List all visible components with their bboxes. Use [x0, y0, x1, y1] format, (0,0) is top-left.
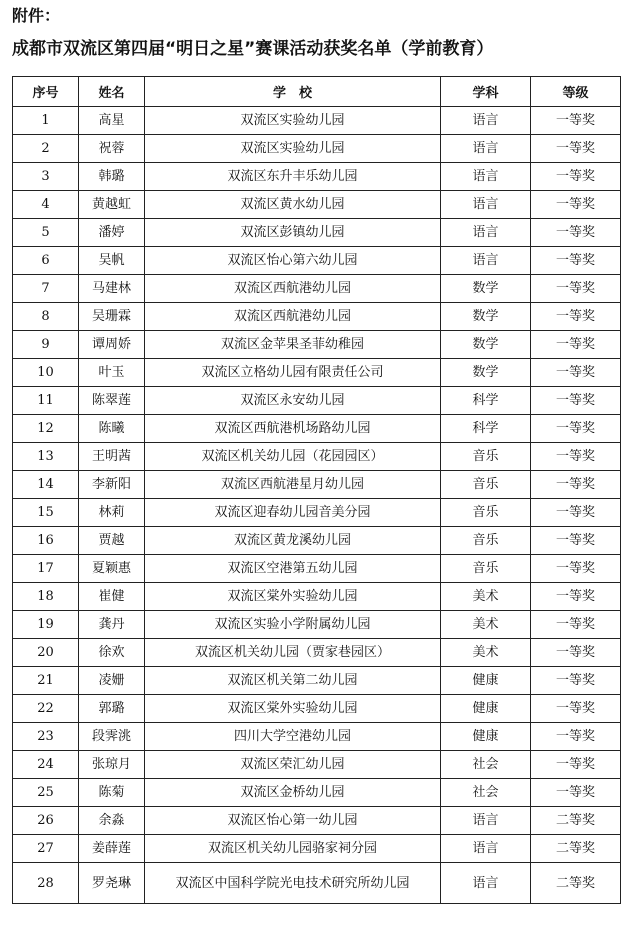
cell-school: 双流区空港第五幼儿园 — [145, 555, 441, 583]
table-row — [13, 107, 621, 135]
cell-school: 双流区机关幼儿园（贾家巷园区） — [145, 639, 441, 667]
table-row — [13, 807, 621, 835]
cell-level: 一等奖 — [531, 191, 621, 219]
cell-school: 双流区西航港幼儿园 — [145, 275, 441, 303]
attachment-label: 附件： — [12, 6, 61, 25]
table-row — [13, 611, 621, 639]
cell-name: 夏颖惠 — [79, 555, 145, 583]
cell-level: 一等奖 — [531, 723, 621, 751]
cell-school: 双流区金苹果圣菲幼稚园 — [145, 331, 441, 359]
cell-subject: 语言 — [441, 135, 531, 163]
cell-subject: 语言 — [441, 219, 531, 247]
table-row — [13, 135, 621, 163]
cell-name: 郭璐 — [79, 695, 145, 723]
cell-subject: 音乐 — [441, 527, 531, 555]
cell-name: 姜薛莲 — [79, 835, 145, 863]
cell-index: 28 — [13, 863, 79, 904]
table-row — [13, 471, 621, 499]
cell-subject: 语言 — [441, 807, 531, 835]
cell-level: 一等奖 — [531, 303, 621, 331]
cell-name: 吴帆 — [79, 247, 145, 275]
table-row — [13, 583, 621, 611]
cell-subject: 美术 — [441, 639, 531, 667]
cell-school: 双流区机关第二幼儿园 — [145, 667, 441, 695]
cell-subject: 音乐 — [441, 471, 531, 499]
table-row — [13, 219, 621, 247]
cell-name: 祝蓉 — [79, 135, 145, 163]
table-row — [13, 863, 621, 904]
cell-school: 双流区机关幼儿园骆家祠分园 — [145, 835, 441, 863]
cell-index: 25 — [13, 779, 79, 807]
cell-level: 一等奖 — [531, 163, 621, 191]
cell-name: 徐欢 — [79, 639, 145, 667]
cell-index: 22 — [13, 695, 79, 723]
cell-index: 18 — [13, 583, 79, 611]
cell-index: 11 — [13, 387, 79, 415]
cell-index: 6 — [13, 247, 79, 275]
table-row — [13, 359, 621, 387]
cell-subject: 社会 — [441, 751, 531, 779]
cell-school: 双流区迎春幼儿园音美分园 — [145, 499, 441, 527]
cell-school: 双流区机关幼儿园（花园园区） — [145, 443, 441, 471]
cell-index: 1 — [13, 107, 79, 135]
cell-subject: 语言 — [441, 863, 531, 904]
cell-name: 韩璐 — [79, 163, 145, 191]
cell-school: 双流区实验幼儿园 — [145, 135, 441, 163]
cell-subject: 音乐 — [441, 443, 531, 471]
cell-level: 一等奖 — [531, 387, 621, 415]
cell-name: 黄越虹 — [79, 191, 145, 219]
table-row — [13, 751, 621, 779]
cell-subject: 语言 — [441, 835, 531, 863]
cell-index: 24 — [13, 751, 79, 779]
cell-index: 12 — [13, 415, 79, 443]
cell-subject: 美术 — [441, 583, 531, 611]
table-row — [13, 555, 621, 583]
cell-level: 一等奖 — [531, 611, 621, 639]
cell-school: 双流区金桥幼儿园 — [145, 779, 441, 807]
cell-level: 一等奖 — [531, 219, 621, 247]
cell-index: 27 — [13, 835, 79, 863]
header-subject: 学科 — [441, 77, 531, 107]
cell-level: 一等奖 — [531, 751, 621, 779]
cell-name: 余淼 — [79, 807, 145, 835]
cell-school: 双流区中国科学院光电技术研究所幼儿园 — [145, 863, 441, 904]
cell-subject: 数学 — [441, 275, 531, 303]
cell-level: 一等奖 — [531, 555, 621, 583]
table-row — [13, 723, 621, 751]
cell-name: 潘婷 — [79, 219, 145, 247]
cell-name: 叶玉 — [79, 359, 145, 387]
cell-subject: 数学 — [441, 303, 531, 331]
cell-subject: 美术 — [441, 611, 531, 639]
cell-name: 凌姗 — [79, 667, 145, 695]
cell-index: 26 — [13, 807, 79, 835]
table-row — [13, 527, 621, 555]
cell-name: 陈翠莲 — [79, 387, 145, 415]
cell-school: 双流区永安幼儿园 — [145, 387, 441, 415]
table-row — [13, 443, 621, 471]
cell-level: 一等奖 — [531, 779, 621, 807]
cell-level: 二等奖 — [531, 807, 621, 835]
cell-subject: 语言 — [441, 163, 531, 191]
table-header-row — [13, 77, 621, 107]
cell-subject: 音乐 — [441, 499, 531, 527]
cell-name: 高星 — [79, 107, 145, 135]
cell-level: 一等奖 — [531, 415, 621, 443]
awards-table — [12, 76, 621, 904]
cell-school: 双流区彭镇幼儿园 — [145, 219, 441, 247]
cell-school: 双流区棠外实验幼儿园 — [145, 695, 441, 723]
table-row — [13, 275, 621, 303]
cell-school: 四川大学空港幼儿园 — [145, 723, 441, 751]
table-row — [13, 163, 621, 191]
cell-index: 23 — [13, 723, 79, 751]
cell-level: 一等奖 — [531, 499, 621, 527]
cell-subject: 社会 — [441, 779, 531, 807]
cell-index: 8 — [13, 303, 79, 331]
cell-subject: 数学 — [441, 359, 531, 387]
cell-index: 2 — [13, 135, 79, 163]
table-row — [13, 191, 621, 219]
header-level: 等级 — [531, 77, 621, 107]
cell-level: 一等奖 — [531, 443, 621, 471]
cell-level: 一等奖 — [531, 107, 621, 135]
cell-index: 13 — [13, 443, 79, 471]
cell-level: 一等奖 — [531, 667, 621, 695]
cell-name: 陈菊 — [79, 779, 145, 807]
cell-level: 一等奖 — [531, 695, 621, 723]
cell-name: 罗尧琳 — [79, 863, 145, 904]
cell-name: 林莉 — [79, 499, 145, 527]
header-name: 姓名 — [79, 77, 145, 107]
cell-name: 龚丹 — [79, 611, 145, 639]
cell-index: 20 — [13, 639, 79, 667]
table-row — [13, 695, 621, 723]
table-row — [13, 415, 621, 443]
cell-name: 崔健 — [79, 583, 145, 611]
table-row — [13, 667, 621, 695]
cell-level: 一等奖 — [531, 639, 621, 667]
table-row — [13, 779, 621, 807]
cell-index: 7 — [13, 275, 79, 303]
header-index: 序号 — [13, 77, 79, 107]
cell-name: 贾越 — [79, 527, 145, 555]
cell-index: 5 — [13, 219, 79, 247]
cell-subject: 语言 — [441, 191, 531, 219]
table-row — [13, 639, 621, 667]
cell-school: 双流区棠外实验幼儿园 — [145, 583, 441, 611]
cell-index: 3 — [13, 163, 79, 191]
cell-subject: 数学 — [441, 331, 531, 359]
cell-school: 双流区东升丰乐幼儿园 — [145, 163, 441, 191]
cell-name: 吴珊霖 — [79, 303, 145, 331]
cell-school: 双流区立格幼儿园有限责任公司 — [145, 359, 441, 387]
cell-index: 15 — [13, 499, 79, 527]
cell-subject: 科学 — [441, 415, 531, 443]
cell-school: 双流区黄龙溪幼儿园 — [145, 527, 441, 555]
cell-subject: 健康 — [441, 667, 531, 695]
cell-index: 10 — [13, 359, 79, 387]
cell-school: 双流区怡心第六幼儿园 — [145, 247, 441, 275]
cell-subject: 语言 — [441, 247, 531, 275]
cell-school: 双流区黄水幼儿园 — [145, 191, 441, 219]
cell-level: 一等奖 — [531, 527, 621, 555]
cell-school: 双流区西航港星月幼儿园 — [145, 471, 441, 499]
cell-school: 双流区荣汇幼儿园 — [145, 751, 441, 779]
cell-school: 双流区怡心第一幼儿园 — [145, 807, 441, 835]
table-row — [13, 247, 621, 275]
cell-name: 王明茜 — [79, 443, 145, 471]
cell-level: 一等奖 — [531, 471, 621, 499]
document-title: 成都市双流区第四届“明日之星”赛课活动获奖名单（学前教育） — [12, 39, 494, 59]
cell-level: 二等奖 — [531, 835, 621, 863]
cell-index: 14 — [13, 471, 79, 499]
cell-index: 21 — [13, 667, 79, 695]
cell-index: 16 — [13, 527, 79, 555]
cell-level: 一等奖 — [531, 135, 621, 163]
cell-subject: 科学 — [441, 387, 531, 415]
cell-index: 19 — [13, 611, 79, 639]
cell-school: 双流区实验小学附属幼儿园 — [145, 611, 441, 639]
table-row — [13, 303, 621, 331]
cell-subject: 音乐 — [441, 555, 531, 583]
cell-name: 张琼月 — [79, 751, 145, 779]
cell-level: 一等奖 — [531, 247, 621, 275]
table-row — [13, 331, 621, 359]
table-row — [13, 387, 621, 415]
cell-index: 17 — [13, 555, 79, 583]
cell-subject: 健康 — [441, 723, 531, 751]
cell-level: 一等奖 — [531, 583, 621, 611]
cell-name: 马建林 — [79, 275, 145, 303]
table-row — [13, 499, 621, 527]
cell-level: 一等奖 — [531, 275, 621, 303]
cell-school: 双流区西航港幼儿园 — [145, 303, 441, 331]
cell-level: 一等奖 — [531, 359, 621, 387]
cell-subject: 语言 — [441, 107, 531, 135]
cell-index: 9 — [13, 331, 79, 359]
cell-name: 谭周娇 — [79, 331, 145, 359]
table-row — [13, 835, 621, 863]
cell-school: 双流区西航港机场路幼儿园 — [145, 415, 441, 443]
cell-name: 李新阳 — [79, 471, 145, 499]
cell-level: 一等奖 — [531, 331, 621, 359]
cell-index: 4 — [13, 191, 79, 219]
cell-level: 二等奖 — [531, 863, 621, 904]
table-body — [13, 107, 621, 904]
cell-name: 段霁洮 — [79, 723, 145, 751]
cell-name: 陈曦 — [79, 415, 145, 443]
cell-school: 双流区实验幼儿园 — [145, 107, 441, 135]
cell-subject: 健康 — [441, 695, 531, 723]
header-school: 学 校 — [145, 77, 441, 107]
